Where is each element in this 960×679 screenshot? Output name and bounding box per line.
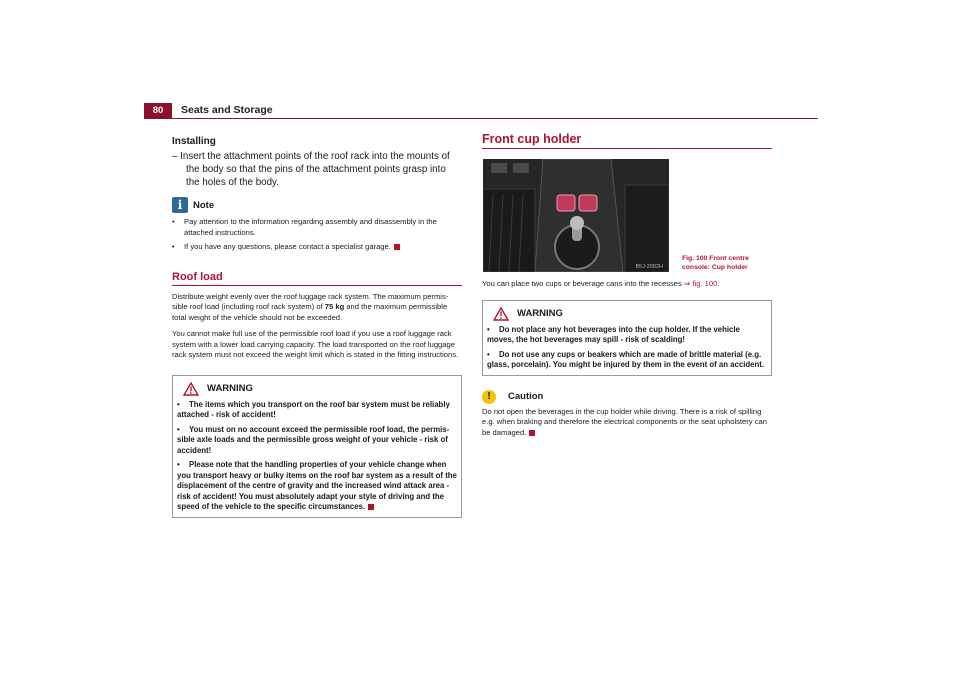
left-column bbox=[172, 130, 462, 518]
warning-bullet: • You must on no account exceed the permissible roof load, the permis-sible axle loads and the permissible gross weight of your vehicle - risk of accident! bbox=[177, 424, 450, 455]
note-bullet: • Pay attention to the information regarding assembly and disassembly in the attached instructions. bbox=[172, 217, 437, 237]
section-title-roof-load: Roof load bbox=[172, 271, 462, 286]
caution-text: Do not open the beverages in the cup holder while driving. There is a risk of spilling e.g. when braking and therefore the electrical components or the seat upholstery can be damaged. bbox=[482, 406, 767, 437]
end-of-section-mark bbox=[394, 244, 400, 250]
warning-triangle-icon bbox=[493, 307, 509, 321]
warning-box bbox=[172, 375, 462, 518]
warning-bullet: • Do not use any cups or beakers which are made of brittle material (e.g. glass, porcelain). You might be injured by them in the event of an accident. bbox=[487, 349, 764, 369]
caution-header bbox=[482, 390, 772, 404]
section-title-front-cup-holder: Front cup holder bbox=[482, 132, 772, 149]
end-of-section-mark bbox=[368, 504, 374, 510]
warning-title: WARNING bbox=[207, 383, 253, 394]
figure-caption: Fig. 100 Front centre console: Cup holder bbox=[682, 255, 749, 271]
warning-bullet: • Please note that the handling properties of your vehicle change when you transport heavy or bulky items on the roof bar system as a result of the displacement of the centre of gravity and the increased wind attack area - risk of accident! You must absolutely adapt your style of driving and the speed of the vehicle to the specific circumstances. bbox=[177, 460, 457, 511]
info-icon: i bbox=[172, 197, 188, 213]
warning-title: WARNING bbox=[517, 308, 563, 319]
figure-code: B5J-2002H bbox=[635, 264, 663, 270]
header-rule bbox=[172, 118, 818, 119]
installing-step: – Insert the attachment points of the roof rack into the mounts of the body so that the pins of the attachment points grasp into the holes of the body. bbox=[172, 151, 450, 188]
warning-triangle-icon bbox=[183, 382, 199, 396]
cup-holder-figure bbox=[483, 159, 669, 272]
roof-load-paragraph: Distribute weight evenly over the roof luggage rack system. The maximum permis-sible roof load (including roof rack system) of 75 kg and the maximum permissible total weight of the vehicle should not be exceeded. bbox=[172, 291, 449, 322]
warning-header bbox=[183, 382, 457, 396]
warning-bullet: • The items which you transport on the roof bar system must be reliably attached - risk of accident! bbox=[177, 399, 450, 419]
figure-reference-link[interactable]: ⇒ fig. 100 bbox=[683, 279, 718, 288]
figure-block bbox=[482, 159, 772, 274]
end-of-section-mark bbox=[529, 430, 535, 436]
warning-box bbox=[482, 300, 772, 376]
right-column bbox=[482, 130, 772, 438]
note-title: Note bbox=[193, 199, 215, 211]
chapter-title: Seats and Storage bbox=[181, 104, 273, 116]
cup-holder-illustration bbox=[483, 159, 669, 272]
caution-icon: ! bbox=[482, 390, 496, 404]
page-number: 80 bbox=[144, 103, 172, 119]
installing-heading: Installing bbox=[172, 136, 216, 147]
cup-holder-intro: You can place two cups or beverage cans into the recesses ⇒ fig. 100. bbox=[482, 279, 720, 288]
roof-load-paragraph: You cannot make full use of the permissible roof load if you use a roof luggage rack system with a lower load carrying capacity. The load transported on the roof luggage rack system must not exceed the weight limit which is stated in the fitting instructions. bbox=[172, 329, 459, 359]
note-bullet: • If you have any questions, please contact a specialist garage. bbox=[172, 242, 462, 253]
note-header bbox=[172, 197, 462, 213]
caution-title: Caution bbox=[508, 391, 544, 402]
warning-header bbox=[493, 307, 767, 321]
warning-bullet: • Do not place any hot beverages into the cup holder. If the vehicle moves, the hot beverages may spill - risk of scalding! bbox=[487, 324, 740, 344]
